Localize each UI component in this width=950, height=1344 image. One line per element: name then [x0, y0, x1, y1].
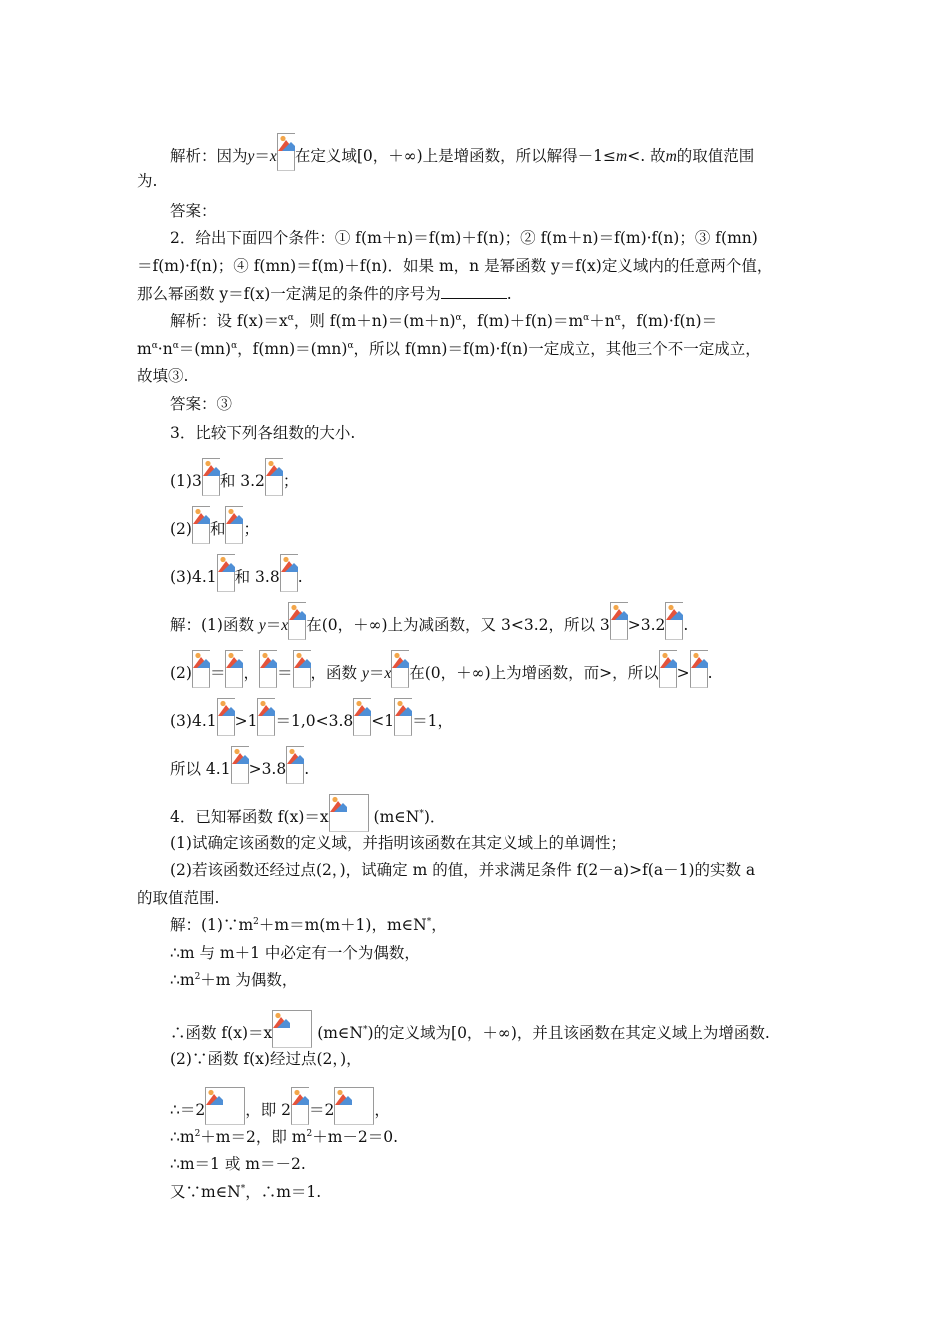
q4-title [170, 794, 445, 832]
text: ＝ [277, 664, 293, 682]
exp: * [362, 1024, 368, 1035]
exp: 2 [194, 971, 201, 982]
q2-solution-line-1 [170, 311, 717, 331]
broken-image-icon [665, 602, 683, 640]
text: 解析：因为 [170, 147, 248, 165]
q3-solution-2 [170, 650, 713, 688]
text: > [676, 664, 690, 682]
text: 那么幂函数 y＝f(x)一定满足的条件的序号为 [137, 285, 441, 303]
var: y [361, 665, 369, 682]
text: 4．已知幂函数 f(x)＝x [170, 808, 329, 826]
text: 解析：设 f(x)＝x [170, 312, 288, 330]
text: 和 [209, 520, 226, 538]
broken-image-icon [293, 650, 311, 688]
broken-image-icon [192, 506, 210, 544]
exp: α [231, 340, 238, 351]
var: x [281, 617, 289, 634]
q4-solution-8: ∴m＝1 或 m＝－2. [170, 1155, 306, 1173]
text: ＋m＝m(m＋1)，m∈N [258, 916, 427, 934]
exp: α [583, 312, 590, 323]
text: ∴m [170, 1128, 195, 1146]
text: 在(0，＋∞)上为减函数，又 3<3.2，所以 3 [306, 616, 610, 634]
text: 的取值范围 [676, 147, 755, 165]
q2-question-line-2: ＝f(m)·f(n)；④ f(mn)＝f(m)＋f(n)．如果 m，n 是幂函数 y＝f(x)定义域内的任意两个值， [137, 257, 773, 275]
q2-solution-line-3: 故填③. [137, 367, 189, 385]
q4-solution-7 [170, 1127, 398, 1147]
q3-solution-3 [170, 698, 453, 736]
broken-image-icon [280, 554, 298, 592]
text: ； [243, 520, 259, 538]
exp: 2 [253, 916, 259, 927]
broken-image-icon [217, 698, 235, 736]
q1-answer: 答案： [170, 202, 217, 220]
broken-image-icon [286, 746, 304, 784]
exp: α [172, 340, 179, 351]
text: ＋m＝2，即 m [200, 1128, 307, 1146]
text: (1)3 [170, 472, 202, 490]
text: 解：(1)∵m [170, 916, 254, 934]
exp: * [419, 808, 424, 819]
broken-image-icon [257, 698, 275, 736]
text: <1 [371, 712, 395, 730]
text: ； [282, 472, 299, 490]
text: ，所以 f(mn)＝f(m)·f(n)一定成立，其他三个不一定成立， [353, 340, 761, 358]
q3-part-2 [170, 506, 259, 544]
broken-image-icon [205, 1087, 245, 1125]
q2-question-line-3 [137, 284, 512, 304]
text: (3)4.1 [170, 568, 217, 586]
text: . [297, 568, 303, 586]
broken-image-icon [217, 554, 235, 592]
text: ＝ [368, 664, 385, 682]
q4-part-2-cont: 的取值范围. [137, 889, 220, 907]
text: (m∈N [317, 1024, 363, 1042]
exp: 2 [306, 1128, 313, 1139]
text: 和 3.8 [234, 568, 280, 586]
text: . [506, 285, 512, 303]
text: )的定义域为[0，＋∞)，并且该函数在其定义域上为增函数. [367, 1024, 770, 1042]
broken-image-icon [690, 650, 708, 688]
text: ＋m－2＝0. [312, 1128, 399, 1146]
broken-image-icon [231, 746, 249, 784]
text: (2) [170, 520, 192, 538]
text: ＝(mn) [178, 340, 232, 358]
text: (m∈N [373, 808, 420, 826]
text: ·n [157, 340, 173, 358]
text: 在定义域[0，＋∞)上是增函数，所以解得－1≤ [294, 147, 617, 165]
text: ＋m 为偶数， [200, 971, 298, 989]
var: x [384, 665, 392, 682]
text: ∴m [170, 971, 195, 989]
broken-image-icon [288, 602, 306, 640]
q4-solution-1 [170, 915, 447, 935]
q4-solution-3 [170, 970, 297, 990]
text: 在(0，＋∞)上为增函数，而>，所以 [409, 664, 659, 682]
broken-image-icon [329, 794, 369, 832]
q3-title: 3．比较下列各组数的大小. [170, 424, 356, 442]
var: x [269, 148, 277, 165]
q2-question-line-1: 2．给出下面四个条件：① f(m＋n)＝f(m)＋f(n)；② f(m＋n)＝f(m)·f(n)；③ f(mn) [170, 229, 758, 247]
broken-image-icon [610, 602, 628, 640]
broken-image-icon [272, 1010, 312, 1048]
q4-solution-9 [170, 1182, 321, 1202]
q2-answer: 答案：③ [170, 395, 233, 413]
exp: α [347, 340, 354, 351]
text: ∴函数 f(x)＝x [170, 1024, 273, 1042]
text: ∴＝2 [170, 1101, 206, 1119]
var: y [247, 148, 255, 165]
q4-solution-5: (2)∵函数 f(x)经过点(2，)， [170, 1050, 362, 1068]
broken-image-icon [659, 650, 677, 688]
text: ， [243, 664, 259, 682]
broken-image-icon [225, 650, 243, 688]
text: ＝1,0<3.8 [275, 712, 354, 730]
broken-image-icon [353, 698, 371, 736]
q2-solution-line-2 [137, 339, 761, 359]
text: >3.2 [627, 616, 666, 634]
text: ， [374, 1101, 390, 1119]
broken-image-icon [391, 650, 409, 688]
broken-image-icon [192, 650, 210, 688]
broken-image-icon [334, 1087, 374, 1125]
broken-image-icon [277, 133, 295, 171]
exp: * [426, 916, 432, 927]
text: . [707, 664, 713, 682]
exp: α [151, 340, 158, 351]
q3-solution-4 [170, 746, 309, 784]
text: ＝2 [309, 1101, 335, 1119]
q1-solution-line [170, 133, 754, 171]
broken-image-icon [265, 458, 283, 496]
var: m [665, 148, 677, 165]
text: ，f(m)＋f(n)＝m [461, 312, 584, 330]
text: ，f(m)·f(n)＝ [620, 312, 718, 330]
broken-image-icon [225, 506, 243, 544]
text: ＝1， [412, 712, 453, 730]
text: m [137, 340, 152, 358]
text: ，f(mn)＝(mn) [237, 340, 348, 358]
text: ＋n [589, 312, 615, 330]
text: ，即 2 [245, 1101, 292, 1119]
text: <. 故 [627, 147, 666, 165]
text: 解：(1)函数 [170, 616, 259, 634]
text: ， [431, 916, 447, 934]
text: ＝ [265, 616, 282, 634]
broken-image-icon [291, 1087, 309, 1125]
q4-part-1: (1)试确定该函数的定义域，并指明该函数在其定义域上的单调性； [170, 834, 626, 852]
broken-image-icon [394, 698, 412, 736]
text: ，函数 [310, 664, 362, 682]
q4-solution-6 [170, 1087, 390, 1125]
text: ＝ [209, 664, 226, 682]
var: y [258, 617, 266, 634]
text: . [683, 616, 689, 634]
exp: * [240, 1183, 246, 1194]
broken-image-icon [259, 650, 277, 688]
answer-blank [441, 284, 507, 299]
q3-solution-1 [170, 602, 688, 640]
text: )． [423, 808, 446, 826]
exp: 2 [194, 1128, 201, 1139]
exp: α [287, 312, 294, 323]
q4-solution-2: ∴m 与 m＋1 中必定有一个为偶数， [170, 944, 420, 962]
text: ，∴m＝1. [245, 1183, 322, 1201]
q3-part-1 [170, 458, 298, 496]
text: (2) [170, 664, 192, 682]
broken-image-icon [202, 458, 220, 496]
text: 又∵m∈N [170, 1183, 241, 1201]
q3-part-3 [170, 554, 303, 592]
q1-solution-line-2: 为. [137, 172, 158, 190]
text: (3)4.1 [170, 712, 217, 730]
exp: α [614, 312, 621, 323]
text: ＝ [254, 147, 270, 165]
text: 和 3.2 [219, 472, 265, 490]
text: 所以 4.1 [170, 760, 231, 778]
text: . [304, 760, 310, 778]
q4-solution-4 [170, 1010, 770, 1048]
text: >3.8 [248, 760, 287, 778]
text: >1 [234, 712, 258, 730]
var: m [616, 148, 628, 165]
q4-part-2: (2)若该函数还经过点(2，)，试确定 m 的值，并求满足条件 f(2－a)>f(a－1)的实数 a [170, 861, 756, 879]
exp: α [455, 312, 462, 323]
text: ，则 f(m＋n)＝(m＋n) [293, 312, 456, 330]
